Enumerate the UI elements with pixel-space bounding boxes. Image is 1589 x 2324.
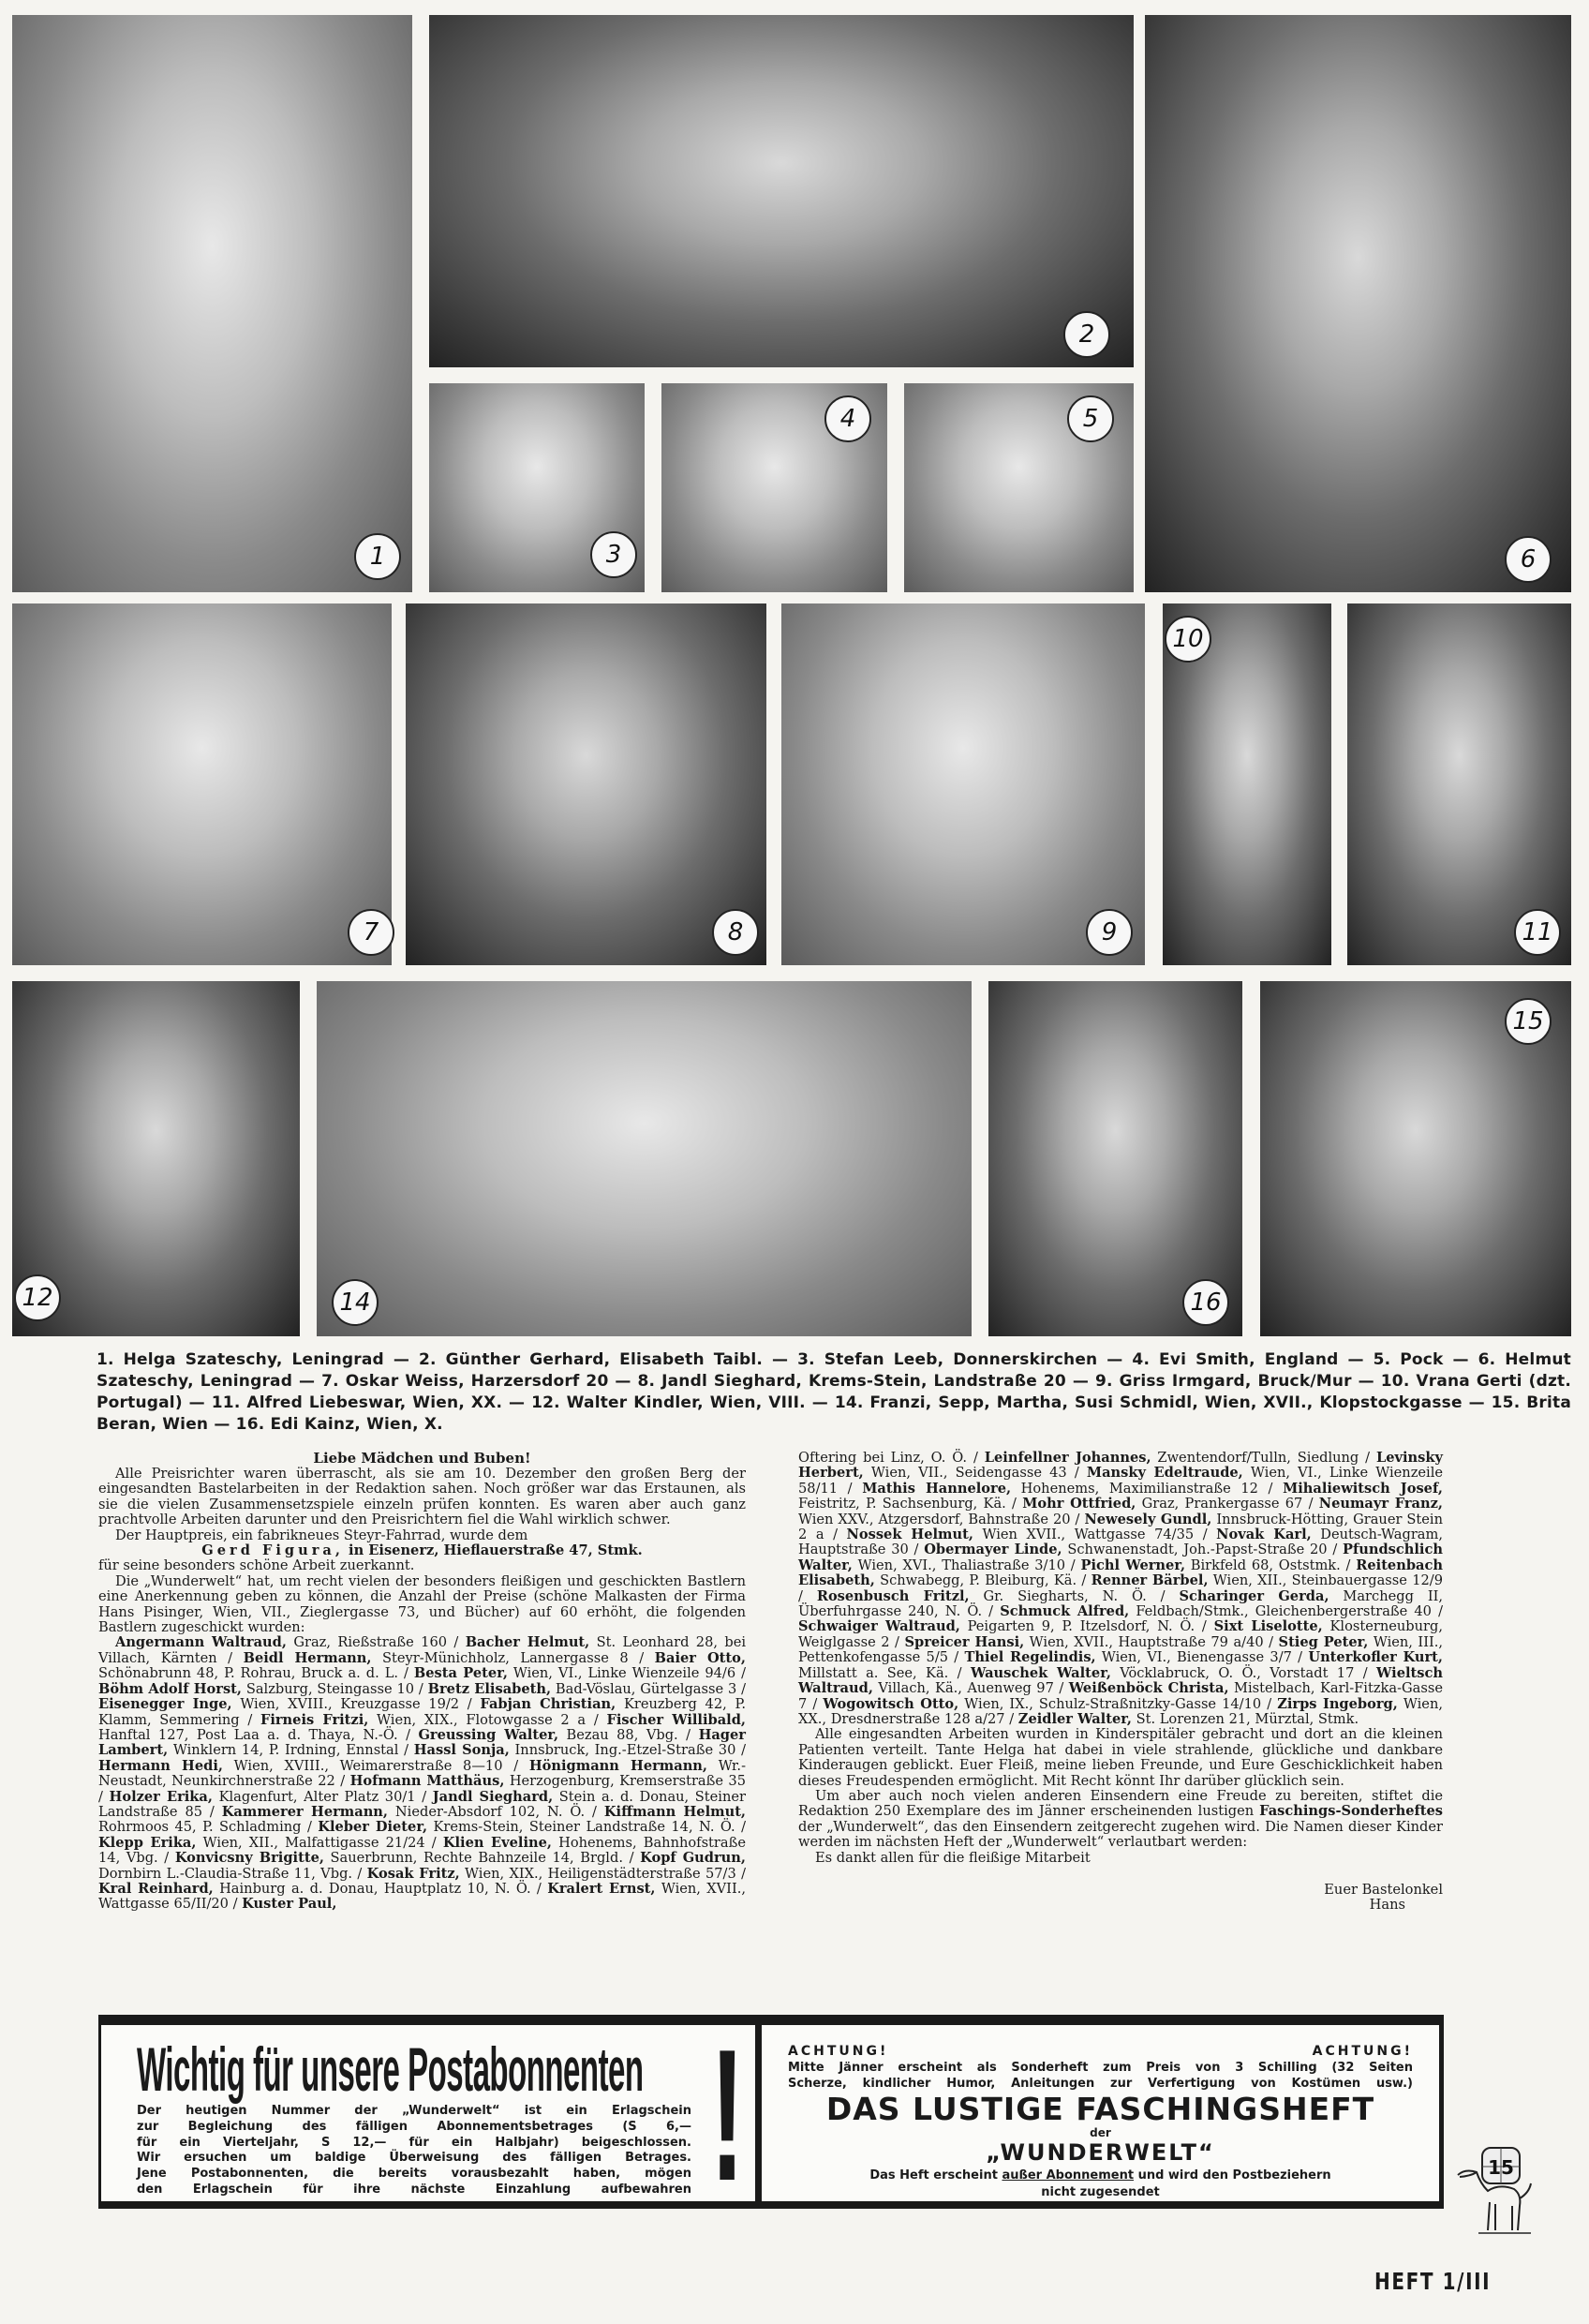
caption-entry: 4. Evi Smith, England <box>1132 1350 1339 1369</box>
issue-label: HEFT 1/III <box>1374 2268 1492 2295</box>
winner-entry <box>418 1727 677 1743</box>
winner-address: Schönabrunn 48, P. Rohrau, Bruck a. d. L. <box>98 1665 399 1682</box>
winner-name: Baier Otto, <box>654 1649 746 1666</box>
winner-address: Schwabegg, P. Bleiburg, Kä. <box>874 1572 1077 1589</box>
winner-name: Reitenbach Elisabeth, <box>798 1557 1443 1589</box>
winner-name: Wogowitsch Otto, <box>823 1695 959 1712</box>
winner-entry <box>110 1789 416 1805</box>
photo-number-badge: 16 <box>1182 1279 1229 1326</box>
winner-entry <box>847 1527 1195 1542</box>
photo-6 <box>1145 15 1571 592</box>
winner-entry <box>98 1835 425 1851</box>
photo-number-badge: 3 <box>590 531 637 578</box>
photo-number-badge: 5 <box>1067 395 1114 442</box>
winner-name: Angermann Waltraud, <box>115 1634 287 1651</box>
photo-number-badge: 9 <box>1086 909 1133 956</box>
winner-name: Fabjan Christian, <box>480 1696 616 1713</box>
winner-name: Pichl Werner, <box>1080 1557 1186 1573</box>
photo-1 <box>12 15 412 592</box>
winner-address: Gr. Siegharts, N. Ö. <box>969 1587 1147 1604</box>
winner-name: Weißenböck Christa, <box>1068 1680 1229 1697</box>
winner-address: Hanftal 127, Post Laa a. d. Thaya, N.-Ö. <box>98 1726 398 1743</box>
winner-name: Hönigmann Hermann, <box>528 1757 707 1774</box>
winner-name: Klepp Erika, <box>98 1834 197 1851</box>
winner-name: Wieltsch Waltraud, <box>798 1664 1443 1697</box>
photo-2 <box>429 15 1134 367</box>
winner-entry <box>414 1742 736 1758</box>
winner-name: Sixt Liselotte, <box>1213 1618 1323 1635</box>
photo-number-badge: 1 <box>354 533 401 580</box>
winner-name: Kammerer Hermann, <box>221 1803 389 1820</box>
winner-address: Graz, Prankergasse 67 <box>1136 1496 1303 1512</box>
winner-address: St. Leonhard 28, bei Villach, Kärnten <box>98 1634 747 1666</box>
winner-entry <box>98 1696 459 1712</box>
notice-line: Der heutigen Nummer der „Wunderwelt“ ist ein Erlagschein <box>137 2104 691 2118</box>
caption-entry: 12. Walter Kindler, Wien, VIII. <box>531 1393 806 1412</box>
page-number: 15 <box>1488 2156 1514 2179</box>
winner-entry <box>1018 1711 1359 1727</box>
winner-name: Böhm Adolf Horst, <box>98 1680 243 1697</box>
winner-name: Wauschek Walter, <box>970 1664 1111 1681</box>
winner-address: Innsbruck, Ing.-Etzel-Straße 30 <box>509 1742 736 1759</box>
achtung-label: ACHTUNG! <box>788 2044 889 2059</box>
photo-8 <box>406 603 766 965</box>
exclamation-mark: ! <box>710 2011 745 2220</box>
winner-name: Neumayr Franz, <box>1318 1496 1443 1512</box>
winner-address: Marchegg II, Überfuhrgasse 240, N. Ö. <box>798 1587 1443 1620</box>
winner-name: Mansky Edeltraude, <box>1086 1465 1243 1482</box>
winner-entry <box>985 1450 1359 1466</box>
notice-line: zur Begleichung des fälligen Abonnementsbetrages (S 6,— <box>137 2119 691 2134</box>
winner-address: Villach, Kä., Auenweg 97 <box>872 1680 1054 1697</box>
winner-name: Zirps Ingeborg, <box>1277 1695 1398 1712</box>
winner-entry <box>222 1804 585 1820</box>
photo-caption: 1. Helga Szateschy, Leningrad — 2. Günther Gerhard, Elisabeth Taibl. — 3. Stefan Leeb, Donnerskirchen — 4. Evi Smith, England — 5. Pock — 6. Helmut Szateschy, Leningrad — 7. Oskar Weiss, Harzersdorf 20 — 8. Jandl Sieghard, Krems-Stein, Landstraße 20 — 9. Griss Irmgard, Bruck/Mur — 10. Vrana Gerti (dzt. Portugal) — 11. Alfred Liebeswar, Wien, XX. — 12. Walter Kindler, Wien, VIII. — 14. Franzi, Sepp, Martha, Susi Schmidl, Wien, XVII., Klopstockgasse — 15. Brita Beran, Wien — 16. Edi Kainz, Wien, X. <box>97 1350 1572 1434</box>
notice-line: für ein Vierteljahr, S 12,— für ein Halbjahr) beigeschlossen. <box>137 2135 691 2150</box>
winner-address: Hainburg a. d. Donau, Hauptplatz 10, N. Ö. <box>213 1880 531 1897</box>
winner-name: Bretz Elisabeth, <box>427 1680 552 1697</box>
winner-name: Klien Eveline, <box>442 1834 552 1851</box>
note-bold-text: außer Abonnement <box>1002 2168 1135 2182</box>
photo-number-badge: 2 <box>1063 311 1110 358</box>
winner-address: Wien, VI., Linke Wienzeile 58/11 <box>798 1465 1443 1497</box>
winner-name: Kiffmann Helmut, <box>603 1803 747 1820</box>
advert-magazine-name: „WUNDERWELT“ <box>986 2139 1215 2166</box>
winner-entry <box>924 1542 1327 1557</box>
winner-entry <box>1080 1557 1340 1573</box>
article-paragraph: Alle Preisrichter waren überrascht, als sie am 10. Dezember den großen Berg der eingesandten Bastelarbeiten in der Redaktion sahen. Noch größer war das Erstaunen, als sie die vielen Zusammensetzspiele einzeln prüfen konnten. Es waren aber auch ganz prachtvolle Arbeiten darunter und den Preisrichtern fiel die Wahl wirklich schwer. <box>98 1466 746 1528</box>
winner-address: Wien, XX., Dresdnerstraße 128 a/27 <box>798 1695 1443 1727</box>
winner-name: Newesely Gundl, <box>1084 1511 1212 1527</box>
winner-address: Steyr-Münichholz, Lannergasse 8 <box>371 1649 629 1666</box>
main-winner-name: Gerd Figura, <box>201 1542 344 1559</box>
note-text: Das Heft erscheint <box>869 2168 998 2182</box>
winner-entry <box>115 1634 447 1650</box>
winner-entry <box>971 1665 1354 1681</box>
caption-entry: 2. Günther Gerhard, Elisabeth Taibl. <box>418 1350 764 1369</box>
winner-address: Wien, XII., Steinbauergasse 12/9 <box>1208 1572 1443 1589</box>
note-text: und wird den Postbeziehern <box>1137 2168 1331 2182</box>
winner-name: Kuster Paul, <box>242 1896 337 1913</box>
caption-entry: 15. Brita Beran, Wien <box>97 1393 1572 1434</box>
winner-name: Leinfellner Johannes, <box>984 1450 1151 1466</box>
winner-name: Mohr Ottfried, <box>1022 1496 1136 1512</box>
winner-name: Hofmann Matthäus, <box>349 1773 505 1790</box>
winner-address: Feistritz, P. Sachsenburg, Kä. <box>798 1496 1006 1512</box>
winner-address: Vöcklabruck, O. Ö., Vorstadt 17 <box>1110 1664 1355 1681</box>
signature-line: Hans <box>1369 1897 1405 1914</box>
winner-entry <box>98 1758 503 1774</box>
winner-name: Kral Reinhard, <box>98 1880 214 1897</box>
photo-number-badge: 4 <box>824 395 871 442</box>
paragraph-text: Um aber auch noch vielen anderen Einsendern eine Freude zu bereiten, stiftet die Redaktion 250 Exemplare des im Jänner erscheinenden lustigen <box>798 1787 1443 1820</box>
winners-list: Oftering bei Linz, O. Ö. / Leinfellner Johannes, Zwentendorf/Tulln, Siedlung / Levinsky Herbert, Wien, VII., Seidengasse 43 / Mansky Edeltraude, Wien, VI., Linke Wienzeile 58/11 / Mathis Hannelore, Hohenems, Maximilianstraße 12 / Mihaliewitsch Josef, Feistritz, P. Sachsenburg, Kä. / Mohr Ottfried, Graz, Prankergasse 67 / Neumayr Franz, Wien XXV., Atzgersdorf, Bahnstraße 20 / Newesely Gundl, Innsbruck-Hötting, Grauer Stein 2 a / Nossek Helmut, Wien XVII., Wattgasse 74/35 / Novak Karl, Deutsch-Wagram, Hauptstraße 30 / Obermayer Linde, Schwanenstadt, Joh.-Papst-Straße 20 / Pfundschlich Walter, Wien, XVI., Thaliastraße 3/10 / Pichl Werner, Birkfeld 68, Oststmk. / Reitenbach Elisabeth, Schwabegg, P. Bleiburg, Kä. / Renner Bärbel, Wien, XII., Steinbauergasse 12/9 / Rosenbusch Fritzl, Gr. Siegharts, N. Ö. / Scharinger Gerda, Marchegg II, Überfuhrgasse 240, N. Ö. / Schmuck Alfred, Feldbach/Stmk., Gleichenbergerstraße 40 / Schwaiger Waltraud, Peigarten 9, P. Itzelsdorf, N. Ö. / Sixt Liselotte, Klosterneuburg, Weiglgasse 2 / Spreicer Hansi, Wien, XVII., Hauptstraße 79 a/40 / Stieg Peter, Wien, III., Pettenkofengasse 5/5 / Thiel Regelindis, Wien, VI., Bienengasse 3/7 / Unterkofler Kurt, Millstatt a. See, Kä. / Wauschek Walter, Vöcklabruck, O. Ö., Vorstadt 17 / Wieltsch Waltraud, Villach, Kä., Auenweg 97 / Weißenböck Christa, Mistelbach, Karl-Fitzka-Gasse 7 / Wogowitsch Otto, Wien, IX., Schulz-Straßnitzky-Gasse 14/10 / Zirps Ingeborg, Wien, XX., Dresdnerstraße 128 a/27 / Zeidler Walter, St. Lorenzen 21, Mürztal, Stmk. <box>798 1450 1443 1727</box>
winner-entry <box>1000 1603 1432 1619</box>
signature-line: Euer Bastelonkel <box>1324 1881 1443 1898</box>
main-prize-winner <box>98 1543 746 1558</box>
article-paragraph: Der Hauptpreis, ein fabrikneues Steyr-Fahrrad, wurde dem <box>115 1527 528 1543</box>
winner-entry <box>98 1681 414 1697</box>
advert-line: Scherze, kindlicher Humor, Anleitungen zur Verfertigung von Kostümen usw.) <box>788 2077 1413 2091</box>
winner-address: Dornbirn L.-Claudia-Straße 11, Vbg. <box>98 1865 353 1882</box>
winner-name: Holzer Erika, <box>109 1788 213 1805</box>
photo-number-badge: 11 <box>1514 909 1561 956</box>
caption-entry: 10. Vrana Gerti (dzt. Portugal) <box>97 1372 1572 1412</box>
winner-name: Kosak Fritz, <box>366 1865 460 1882</box>
winner-address: Wien, XVIII., Kreuzgasse 19/2 <box>231 1696 460 1713</box>
winner-address: Mistelbach, Karl-Fitzka-Gasse 7 <box>798 1680 1443 1712</box>
winner-address: Deutsch-Wagram, Hauptstraße 30 <box>798 1527 1443 1558</box>
winner-address: Salzburg, Steingasse 10 <box>242 1680 415 1697</box>
photo-number-badge: 14 <box>332 1279 379 1326</box>
winner-name: Novak Karl, <box>1216 1527 1312 1543</box>
winner-name: Stieg Peter, <box>1278 1633 1369 1650</box>
winner-address: Wien, VI., Linke Wienzeile 94/6 <box>507 1665 736 1682</box>
winner-address: Wien, XII., Malfattigasse 21/24 <box>196 1834 425 1851</box>
photo-number-badge: 12 <box>14 1274 61 1321</box>
caption-entry: 14. Franzi, Sepp, Martha, Susi Schmidl, Wien, XVII., Klopstockgasse <box>834 1393 1463 1412</box>
winner-entry <box>242 1896 336 1912</box>
winner-address: Winklern 14, P. Irdning, Ennstal <box>168 1742 399 1759</box>
winner-entry <box>964 1649 1291 1665</box>
achtung-row <box>788 2044 1413 2059</box>
winner-address: Wr.-Neustadt, Neunkirchnerstraße 22 <box>98 1757 747 1790</box>
winner-name: Zeidler Walter, <box>1017 1710 1132 1727</box>
winner-address: Wien, XIX., Flotowgasse 2 a <box>368 1711 587 1728</box>
winner-name: Firneis Fritzi, <box>260 1711 369 1728</box>
postabonnenten-notice <box>98 2011 758 2220</box>
advert-line: Mitte Jänner erscheint als Sonderheft zum Preis von 3 Schilling (32 Seiten <box>788 2061 1413 2075</box>
caption-entry: 8. Jandl Sieghard, Krems-Stein, Landstraße 20 <box>637 1372 1066 1391</box>
article-heading: Liebe Mädchen und Buben! <box>313 1450 531 1467</box>
winner-entry <box>817 1588 1147 1604</box>
winner-entry <box>98 1881 531 1897</box>
winner-address: Oftering bei Linz, O. Ö. <box>798 1450 968 1466</box>
winner-name: Rosenbusch Fritzl, <box>816 1587 970 1604</box>
winner-address: Wien, XVIII., Weimarerstraße 8—10 <box>222 1757 503 1774</box>
winner-entry <box>260 1712 586 1728</box>
paragraph-text: der „Wunderwelt“, das den Einsendern zeitgerecht zugehen wird. Die Namen dieser Kinder werden im nächsten Heft der „Wunderwelt“ verlautbart werden: <box>798 1818 1443 1851</box>
winner-name: Pfundschlich Walter, <box>798 1542 1443 1573</box>
winner-name: Levinsky Herbert, <box>798 1450 1443 1482</box>
winner-name: Hermann Hedi, <box>98 1757 223 1774</box>
article-paragraph: für seine besonders schöne Arbeit zuerkannt. <box>98 1557 415 1574</box>
winner-name: Kleber Dieter, <box>318 1819 428 1836</box>
winner-name: Scharinger Gerda, <box>1179 1587 1329 1604</box>
photo-number-badge: 8 <box>712 909 759 956</box>
winner-address: Feldbach/Stmk., Gleichenbergerstraße 40 <box>1129 1603 1432 1620</box>
winner-entry <box>798 1618 1195 1634</box>
winners-list: Angermann Waltraud, Graz, Rießstraße 160 / Bacher Helmut, St. Leonhard 28, bei Villach, Kärnten / Beidl Hermann, Steyr-Münichholz, Lannergasse 8 / Baier Otto, Schönabrunn 48, P. Rohrau, Bruck a. d. L. / Besta Peter, Wien, VI., Linke Wienzeile 94/6 / Böhm Adolf Horst, Salzburg, Steingasse 10 / Bretz Elisabeth, Bad-Vöslau, Gürtelgasse 3 / Eisenegger Inge, Wien, XVIII., Kreuzgasse 19/2 / Fabjan Christian, Kreuzberg 42, P. Klamm, Semmering / Firneis Fritzi, Wien, XIX., Flotowgasse 2 a / Fischer Willibald, Hanftal 127, Post Laa a. d. Thaya, N.-Ö. / Greussing Walter, Bezau 88, Vbg. / Hager Lambert, Winklern 14, P. Irdning, Ennstal / Hassl Sonja, Innsbruck, Ing.-Etzel-Straße 30 / Hermann Hedi, Wien, XVIII., Weimarerstraße 8—10 / Hönigmann Hermann, Wr.-Neustadt, Neunkirchnerstraße 22 / Hofmann Matthäus, Herzogenburg, Kremserstraße 35 / Holzer Erika, Klagenfurt, Alter Platz 30/1 / Jandl Sieghard, Stein a. d. Donau, Steiner Landstraße 85 / Kammerer Hermann, Nieder-Absdorf 102, N. Ö. / Kiffmann Helmut, Rohrmoos 45, P. Schladming / Kleber Dieter, Krems-Stein, Steiner Landstraße 14, N. Ö. / Klepp Erika, Wien, XII., Malfattigasse 21/24 / Klien Eveline, Hohenems, Bahnhofstraße 14, Vbg. / Konvicsny Brigitte, Sauerbrunn, Rechte Bahnzeile 14, Brgld. / Kopf Gudrun, Dornbirn L.-Claudia-Straße 11, Vbg. / Kosak Fritz, Wien, XIX., Heiligenstädterstraße 57/3 / Kral Reinhard, Hainburg a. d. Donau, Hauptplatz 10, N. Ö. / Kralert Ernst, Wien, XVII., Wattgasse 65/II/20 / Kuster Paul, <box>98 1634 747 1913</box>
photo-14 <box>317 981 972 1336</box>
winner-address: Wien, VII., Seidengasse 43 <box>863 1465 1067 1482</box>
article-paragraph: Es dankt allen für die fleißige Mitarbeit <box>815 1849 1091 1866</box>
winner-address: Wien, XVII., Hauptstraße 79 a/40 <box>1024 1633 1264 1650</box>
winner-address: Nieder-Absdorf 102, N. Ö. <box>388 1803 586 1820</box>
photo-number-badge: 6 <box>1505 536 1552 583</box>
winner-address: Wien XXV., Atzgersdorf, Bahnstraße 20 <box>798 1511 1071 1527</box>
winner-name: Bacher Helmut, <box>465 1634 590 1651</box>
winner-entry <box>862 1481 1258 1497</box>
photo-7 <box>12 603 392 965</box>
winner-address: Millstatt a. See, Kä. <box>798 1664 949 1681</box>
caption-entry: 7. Oskar Weiss, Harzersdorf 20 <box>321 1372 609 1391</box>
winner-address: Wien XVII., Wattgasse 74/35 <box>973 1527 1195 1543</box>
camel-mascot-icon <box>1452 2146 1538 2240</box>
winner-address: Klagenfurt, Alter Platz 30/1 <box>212 1788 416 1805</box>
notice-title: Wichtig für unsere Postabonnenten <box>137 2034 644 2104</box>
winner-address: Stein a. d. Donau, Steiner Landstraße 85 <box>98 1788 746 1820</box>
winner-name: Konvicsny Brigitte, <box>174 1850 324 1867</box>
main-winner-address: in Eisenerz, Hieflauerstraße 47, Stmk. <box>349 1542 643 1559</box>
article-paragraph <box>798 1789 1443 1851</box>
notice-line: Wir ersuchen um baldige Überweisung des fälligen Betrages. <box>137 2151 691 2166</box>
winner-name: Fischer Willibald, <box>606 1711 746 1728</box>
winner-entry <box>1092 1572 1443 1588</box>
winner-address: Hohenems, Maximilianstraße 12 <box>1011 1480 1258 1497</box>
winner-address: Wien, XIX., Heiligenstädterstraße 57/3 <box>459 1865 736 1882</box>
winner-entry <box>904 1634 1263 1650</box>
caption-entry: 16. Edi Kainz, Wien, X. <box>235 1415 443 1434</box>
winner-name: Besta Peter, <box>413 1665 508 1682</box>
winner-entry <box>823 1696 1261 1712</box>
winner-name: Renner Bärbel, <box>1091 1572 1209 1589</box>
caption-entry: 6. Helmut Szateschy, Leningrad <box>97 1350 1571 1391</box>
winner-address: Wien, XVII., Wattgasse 65/II/20 <box>98 1880 746 1913</box>
caption-entry: 9. Griss Irmgard, Bruck/Mur <box>1095 1372 1352 1391</box>
note-text: nicht zugesendet <box>1041 2185 1160 2199</box>
winner-name: Mihaliewitsch Josef, <box>1283 1480 1443 1497</box>
advert-title: DAS LUSTIGE FASCHINGSHEFT <box>825 2091 1375 2127</box>
winner-name: Kopf Gudrun, <box>640 1850 746 1867</box>
photo-number-badge: 7 <box>348 909 394 956</box>
article-column-left <box>98 1451 746 1913</box>
advert-der: der <box>1090 2126 1111 2139</box>
caption-entry: 3. Stefan Leeb, Donnerskirchen <box>797 1350 1098 1369</box>
winner-name: Eisenegger Inge, <box>98 1696 232 1713</box>
winner-address: Graz, Rießstraße 160 <box>286 1634 448 1651</box>
article-paragraph: Alle eingesandten Arbeiten wurden in Kinderspitäler gebracht und dort an die kleinen Patienten verteilt. Tante Helga hat dabei in viele strahlende, glückliche und dankbare Kinderaugen geblickt. Euer Fleiß, meine lieben Freunde, und Eure Geschicklichkeit haben dieses Freudespenden ermöglicht. Mit Recht könnt Ihr darüber glücklich sein. <box>798 1726 1443 1789</box>
winner-address: Zwentendorf/Tulln, Siedlung <box>1151 1450 1359 1466</box>
winner-name: Hager Lambert, <box>98 1726 746 1759</box>
winner-address: Wien, III., Pettenkofengasse 5/5 <box>798 1633 1443 1666</box>
winner-name: Obermayer Linde, <box>924 1542 1062 1558</box>
winner-address: Hohenems, Bahnhofstraße 14, Vbg. <box>98 1834 746 1867</box>
advert-note <box>788 2168 1413 2201</box>
winner-name: Unterkofler Kurt, <box>1308 1649 1443 1666</box>
winner-address: Klosterneuburg, Weiglgasse 2 <box>798 1618 1443 1650</box>
notice-body <box>137 2104 691 2198</box>
winner-entry <box>244 1650 629 1666</box>
notice-line: den Erlagschein für ihre nächste Einzahlung aufbewahren <box>137 2182 691 2197</box>
winner-address: Innsbruck-Hötting, Grauer Stein 2 a <box>798 1511 1443 1543</box>
caption-entry: 5. Pock <box>1373 1350 1444 1369</box>
faschingsheft-advert <box>758 2015 1444 2209</box>
photo-number-badge: 10 <box>1165 616 1211 663</box>
winner-address: Kreuzberg 42, P. Klamm, Semmering <box>98 1696 746 1728</box>
winner-address: St. Lorenzen 21, Mürztal, Stmk. <box>1131 1710 1359 1727</box>
winner-address: Peigarten 9, P. Itzelsdorf, N. Ö. <box>959 1618 1195 1635</box>
winner-name: Thiel Regelindis, <box>964 1649 1096 1666</box>
winner-name: Nossek Helmut, <box>846 1527 973 1543</box>
winner-entry <box>428 1681 737 1697</box>
winner-entry <box>367 1866 736 1882</box>
winner-name: Mathis Hannelore, <box>862 1480 1012 1497</box>
winner-address: Wien, VI., Bienengasse 3/7 <box>1095 1649 1292 1666</box>
winner-entry <box>350 1773 746 1789</box>
notice-line: Jene Postabonnenten, die bereits vorausbezahlt haben, mögen <box>137 2167 691 2182</box>
winner-entry <box>414 1665 735 1681</box>
winner-address: Bad-Vöslau, Gürtelgasse 3 <box>551 1680 737 1697</box>
winner-name: Schwaiger Waltraud, <box>798 1618 960 1635</box>
signature <box>798 1883 1443 1914</box>
winner-address: Herzogenburg, Kremserstraße 35 <box>504 1773 746 1790</box>
winner-address: Wien, IX., Schulz-Straßnitzky-Gasse 14/10 <box>958 1695 1262 1712</box>
winner-address: Bezau 88, Vbg. <box>558 1726 678 1743</box>
achtung-label: ACHTUNG! <box>1312 2044 1413 2059</box>
caption-entry: 1. Helga Szateschy, Leningrad <box>97 1350 384 1369</box>
article-paragraph: Die „Wunderwelt“ hat, um recht vielen der besonders fleißigen und geschickten Bastlern eine Anerkennung geben zu können, die Anzahl der Preise (schöne Malkasten der Firma Hans Pisinger, Wien, VII., Zieglergasse 73, und Bücher) auf 60 erhöht, die folgenden Bastlern zugeschickt wurden: <box>98 1572 746 1636</box>
winner-name: Jandl Sieghard, <box>432 1788 554 1805</box>
winner-address: Krems-Stein, Steiner Landstraße 14, N. Ö. <box>427 1819 735 1836</box>
photo-number-badge: 15 <box>1505 998 1552 1045</box>
winner-entry <box>175 1850 623 1866</box>
winner-name: Schmuck Alfred, <box>1000 1603 1130 1620</box>
article-column-right <box>798 1451 1443 1914</box>
caption-entry: 11. Alfred Liebeswar, Wien, XX. <box>211 1393 503 1412</box>
winner-address: Schwanenstadt, Joh.-Papst-Straße 20 <box>1062 1542 1328 1558</box>
winner-name: Greussing Walter, <box>418 1726 559 1743</box>
paragraph-bold-text: Faschings-Sonderheftes <box>1259 1803 1443 1820</box>
winner-entry <box>1022 1496 1302 1512</box>
winner-address: Rohrmoos 45, P. Schladming <box>98 1819 302 1836</box>
winner-name: Hassl Sonja, <box>413 1742 510 1759</box>
photo-9 <box>781 603 1145 965</box>
winner-address: Sauerbrunn, Rechte Bahnzeile 14, Brgld. <box>323 1850 623 1867</box>
winner-entry <box>318 1819 735 1835</box>
winner-address: Wien, XVI., Thaliastraße 3/10 <box>852 1557 1066 1573</box>
winner-name: Beidl Hermann, <box>243 1649 372 1666</box>
winner-address: Birkfeld 68, Oststmk. <box>1185 1557 1341 1573</box>
winner-name: Kralert Ernst, <box>547 1880 656 1897</box>
winner-name: Spreicer Hansi, <box>904 1633 1025 1650</box>
